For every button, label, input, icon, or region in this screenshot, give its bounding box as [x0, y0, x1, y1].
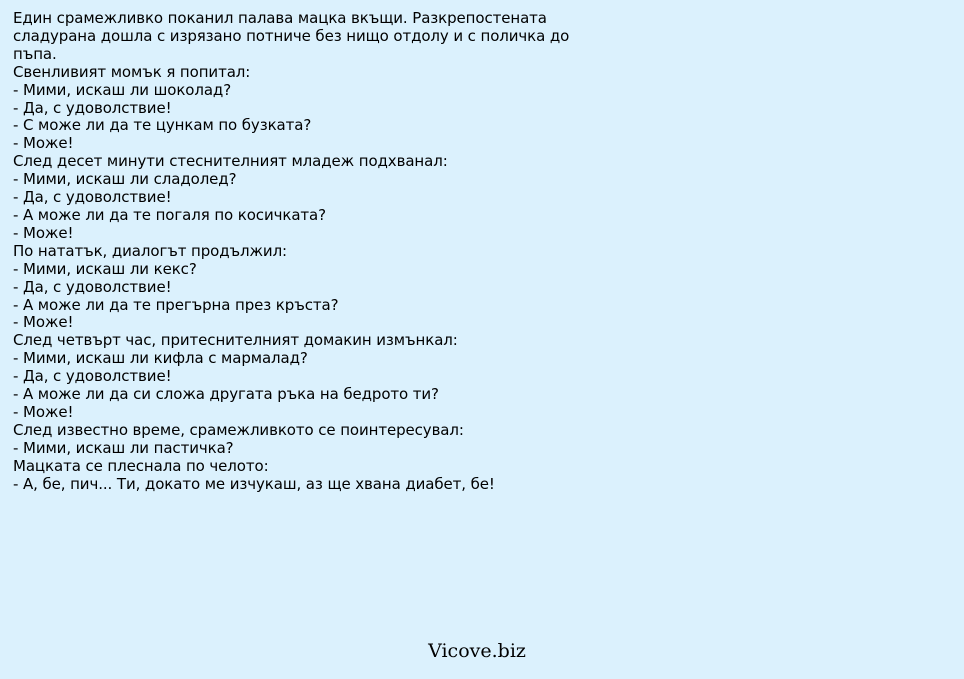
- joke-line: - А може ли да те прегърна през кръста?: [13, 295, 339, 314]
- joke-line: - С може ли да те цункам по бузката?: [13, 116, 312, 135]
- joke-line: - А може ли да те погаля по косичката?: [13, 205, 327, 224]
- joke-line: - Да, с удоволствие!: [13, 277, 172, 296]
- joke-line: - Да, с удоволствие!: [13, 367, 172, 386]
- joke-line: - А, бе, пич... Ти, докато ме изчукаш, аз ще хвана диабет, бе!: [13, 474, 495, 493]
- joke-line: - Мими, искаш ли кекс?: [13, 259, 197, 278]
- joke-line: - Мими, искаш ли шоколад?: [13, 80, 232, 99]
- joke-line: - Може!: [13, 313, 74, 332]
- joke-line: Мацката се плеснала по челото:: [13, 456, 269, 475]
- joke-line: - Може!: [13, 134, 74, 153]
- joke-line: - Мими, искаш ли пастичка?: [13, 438, 234, 457]
- site-watermark: Vicove.biz: [428, 640, 526, 662]
- joke-line: - Може!: [13, 402, 74, 421]
- joke-line: Един срамежливко поканил палава мацка вкъщи. Разкрепостената сладурана дошла с изрязано потниче без нищо отдолу и с поличка до пъпа.: [13, 9, 570, 63]
- joke-line: След известно време, срамежливкото се поинтересувал:: [13, 420, 464, 439]
- joke-line: - Да, с удоволствие!: [13, 188, 172, 207]
- joke-line: - Мими, искаш ли сладолед?: [13, 170, 237, 189]
- joke-line: По нататък, диалогът продължил:: [13, 241, 288, 260]
- joke-text: [13, 10, 603, 493]
- joke-line: - Да, с удоволствие!: [13, 98, 172, 117]
- joke-line: Свенливият момък я попитал:: [13, 62, 251, 81]
- joke-line: След десет минути стеснителният младеж подхванал:: [13, 152, 448, 171]
- joke-line: - Може!: [13, 223, 74, 242]
- joke-line: - А може ли да си сложа другата ръка на бедрото ти?: [13, 385, 439, 404]
- joke-line: След четвърт час, притеснителният домакин измънкал:: [13, 331, 458, 350]
- joke-line: - Мими, искаш ли кифла с мармалад?: [13, 349, 308, 368]
